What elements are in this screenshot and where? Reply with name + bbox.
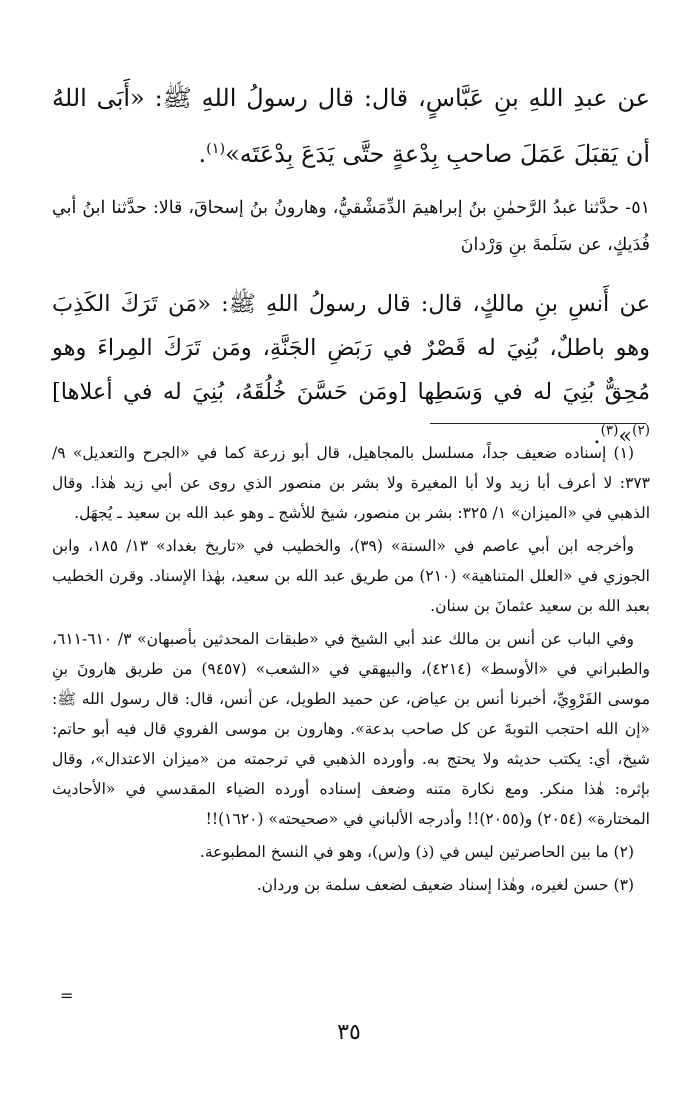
footnote-2: (٢) ما بين الحاصرتين ليس في (ذ) و(س)، وهو في النسخ المطبوعة. (199, 843, 634, 861)
footnotes (52, 438, 650, 903)
main-text (52, 70, 650, 458)
hadith-50 (52, 70, 650, 182)
footnote-ref-3[interactable]: (٣) (600, 422, 619, 439)
footnote-1-para-1: (١) إسناده ضعيف جداً، مسلسل بالمجاهيل، قال أبو زرعة كما في «الجرح والتعديل» ٩/ ٣٧٣: لا أعرف أبا زيد ولا أبا المغيرة ولا بشر بن منصور الذي روى عن أبي زيد هٰذا. وقال الذهبي في «الميزان» ١/ ٣٢٥: بشر بن منصور، شيخ للأشج ـ وهو عبد الله بن سعيد ـ يُجهَل. (52, 444, 650, 522)
footnote-1-para-3: وفي الباب عن أنس بن مالك عند أبي الشيخ في «طبقات المحدثين بأصبهان» ٣/ ٦١٠-٦١١، والطبراني في «الأوسط» (٤٢١٤)، والبيهقي في «الشعب» (٩٤٥٧) من طريق هارونَ بنِ موسى الفَرْوِيِّ، أخبرنا أنس بن عياض، عن حميد الطويل، عن أنس، قال: قال رسول الله ﷺ: «إن الله احتجب التوبةَ عن كل صاحب بدعة». وهارون بن موسى الفروي قال فيه أبو حاتم: شيخ، أي: يكتب حديثه ولا يحتج به. وأورده الذهبي في ترجمته من «ميزان الاعتدال»، وقال بإثره: هٰذا منكر. ومع نكارة متنه وضعف إسناده أورده الضياء المقدسي في «الأحاديث المختارة» (٢٠٥٤) و(٢٠٥٥)!! وأدرجه الألباني في «صحيحته» (١٦٢٠)!! (52, 630, 651, 828)
footnote-1-para-2: وأخرجه ابن أبي عاصم في «السنة» (٣٩)، والخطيب في «تاريخ بغداد» ١٣/ ١٨٥، وابن الجوزي في «العلل المتناهية» (٢١٠) من طريق عبد الله بن سعيد، بهٰذا الإسناد. وقرن الخطيب بعبد الله بن سعيد عثمانَ بن سنان. (52, 537, 650, 615)
hadith-51-matn-text: عن أَنسِ بنِ مالكٍ، قال: قال رسولُ اللهِ ﷺ: «مَن تَرَكَ الكَذِبَ وهو باطلٌ، بُنِيَ له قَصْرٌ في رَبَضِ الجَنَّةِ، ومَن تَرَكَ المِراءَ وهو مُحِقٌّ بُنِيَ له في وَسَطِها [ومَن حَسَّنَ خُلُقَهُ، بُنِيَ له في أعلاها] (52, 291, 650, 405)
hadith-51-isnad (52, 190, 650, 264)
hadith-51-isnad-text: ٥١- حدَّثنا عبدُ الرَّحمٰنِ بنُ إبراهيمَ الدِّمَشْقيُّ، وهارونُ بنُ إسحاقَ، قالا: حدَّثنا ابنُ أبي فُدَيكٍ، عن سَلَمةَ بنِ وَرْدانَ (52, 198, 650, 255)
hadith-51-end: . (593, 423, 601, 449)
continuation-mark: = (60, 986, 74, 1005)
hadith-50-end: . (198, 140, 207, 168)
footnote-ref-1[interactable]: (١) (206, 141, 226, 157)
page-number: ٣٥ (337, 1020, 361, 1045)
footnote-separator (430, 423, 646, 424)
hadith-51-matn (52, 282, 650, 458)
footnote-ref-2[interactable]: (٢) (632, 422, 650, 439)
hadith-50-text: عن عبدِ اللهِ بنِ عَبَّاسٍ، قال: قال رسولُ اللهِ ﷺ: «أَبَى اللهُ أن يَقبَلَ عَمَلَ صاحبِ بِدْعةٍ حتَّى يَدَعَ بِدْعَتَه» (52, 84, 650, 168)
closing-quote: » (618, 423, 633, 449)
footnote-3: (٣) حسن لغيره، وهٰذا إسناد ضعيف لضعف سلمة بن وردان. (256, 876, 634, 894)
